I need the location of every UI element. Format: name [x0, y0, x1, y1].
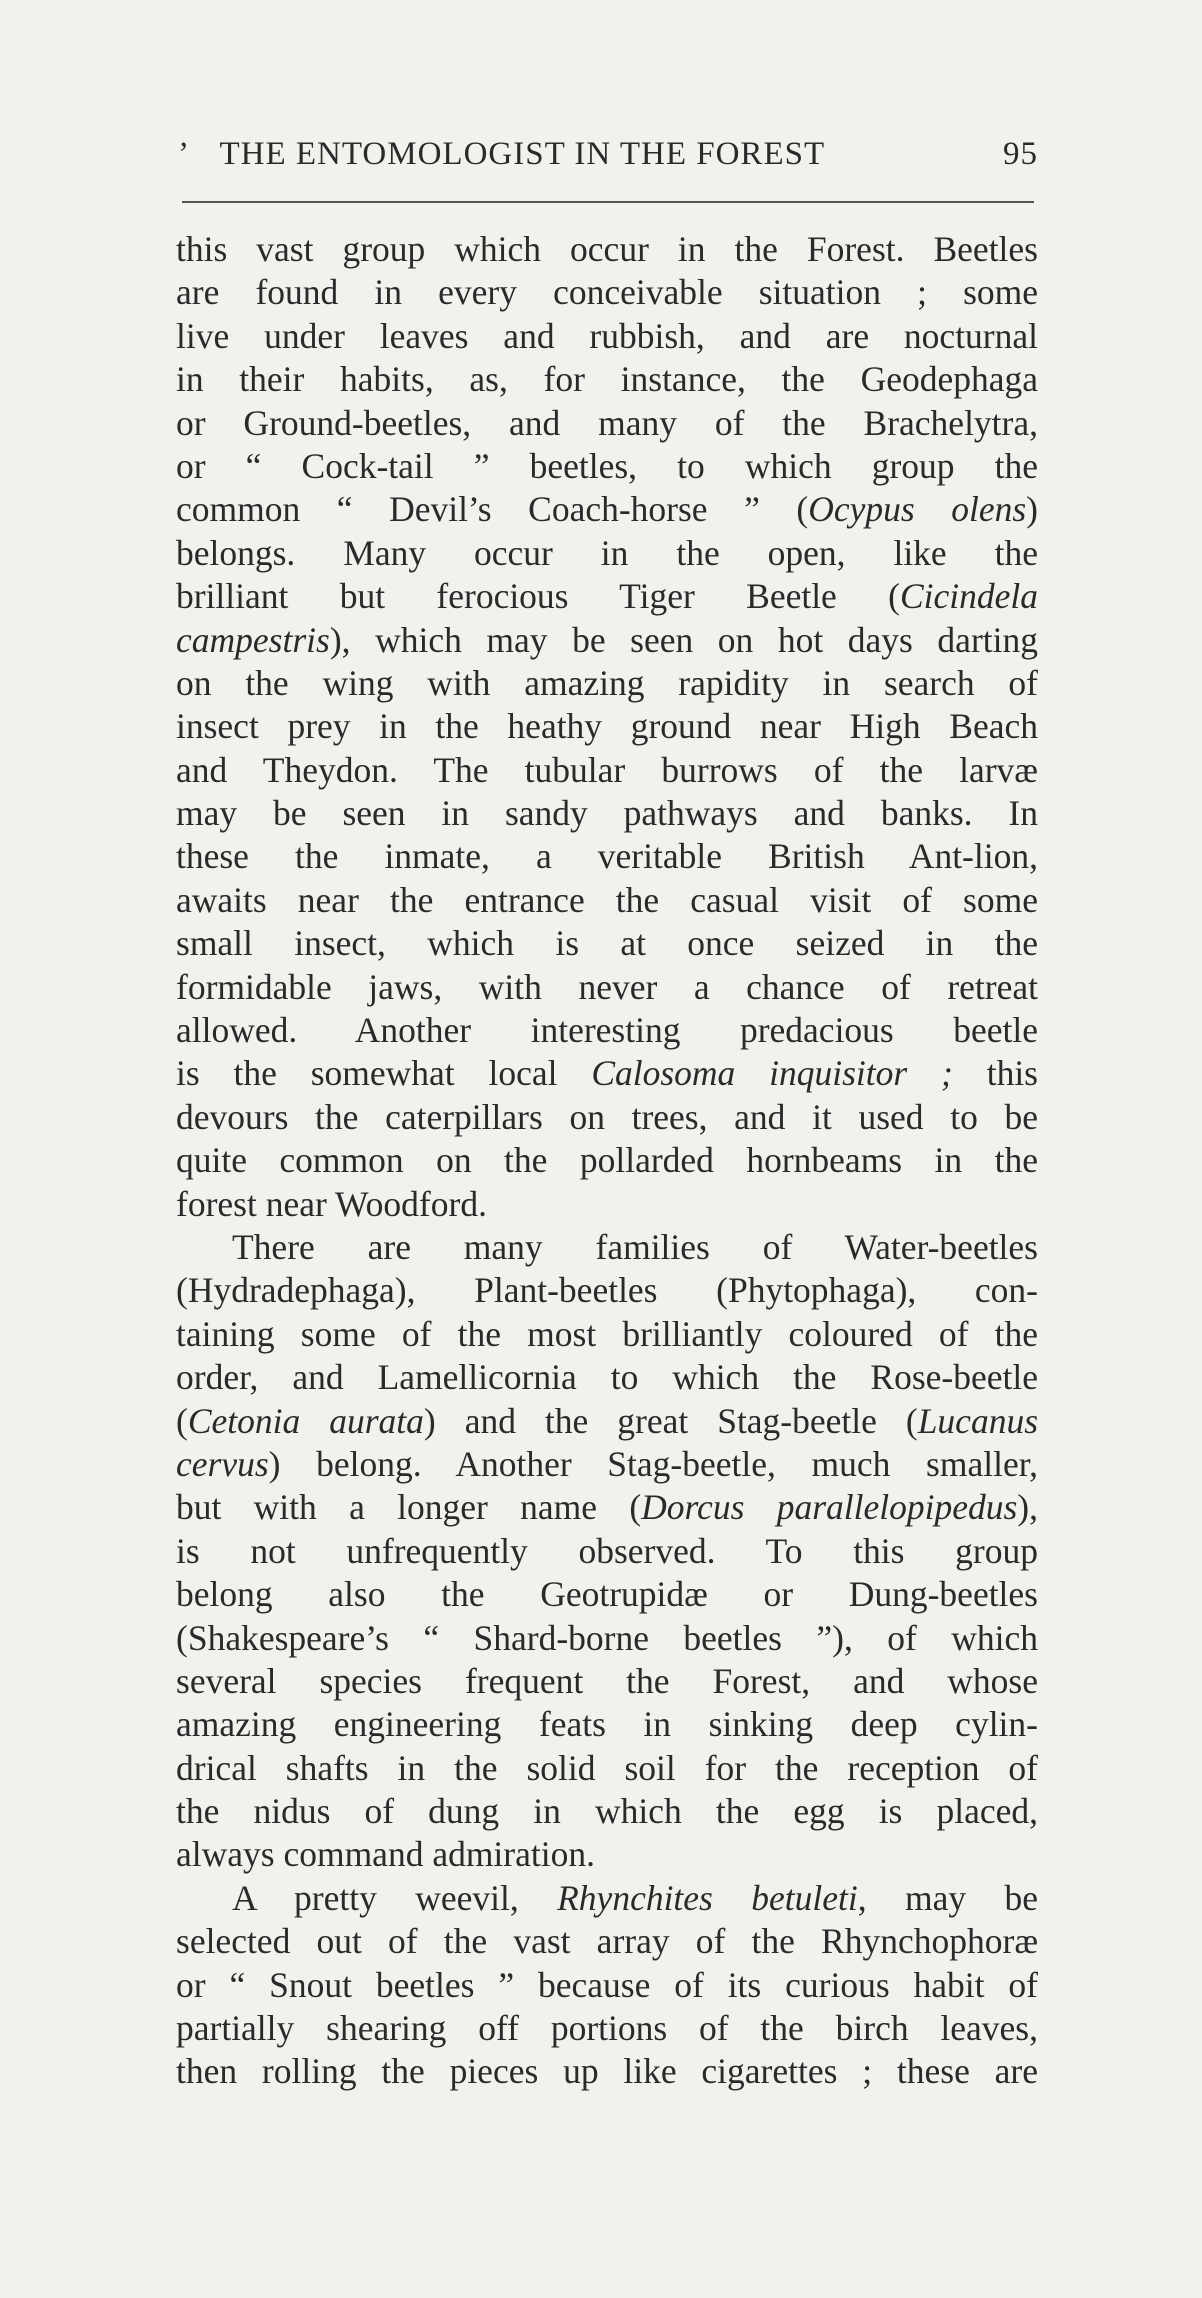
text-line — [176, 1833, 1038, 1876]
text-line — [176, 1139, 1038, 1182]
text-segment: order, and Lamellicornia to which the Rose-beetle — [176, 1357, 1038, 1398]
text-segment: ), — [1017, 1487, 1038, 1528]
text-segment: amazing engineering feats in sinking deep cylin- — [176, 1704, 1038, 1745]
text-segment: live under leaves and rubbish, and are nocturnal — [176, 315, 1038, 356]
text-line — [176, 1617, 1038, 1660]
text-segment: ) and the great Stag-beetle ( — [423, 1400, 918, 1441]
italic-term: Lucanus — [917, 1400, 1039, 1441]
text-line — [176, 271, 1038, 314]
text-segment: is the somewhat local — [176, 1053, 592, 1094]
text-segment: the nidus of dung in which the egg is placed, — [176, 1791, 1038, 1832]
text-segment: brilliant but ferocious Tiger Beetle ( — [176, 576, 900, 617]
text-segment: (Hydradephaga), Plant-beetles (Phytophaga), con- — [176, 1270, 1038, 1311]
running-header — [178, 136, 1038, 173]
text-line — [176, 358, 1038, 401]
text-line — [176, 1660, 1038, 1703]
text-line — [176, 792, 1038, 835]
text-segment: these the inmate, a veritable British Ant-lion, — [176, 836, 1038, 877]
text-line — [176, 1096, 1038, 1139]
text-segment: selected out of the vast array of the Rhynchophoræ — [176, 1921, 1038, 1962]
text-segment: ) belong. Another Stag-beetle, much smaller, — [268, 1443, 1038, 1484]
text-segment: this vast group which occur in the Forest. Beetles — [176, 229, 1038, 269]
text-segment: devours the caterpillars on trees, and it used to be — [176, 1096, 1038, 1137]
text-segment: belongs. Many occur in the open, like the — [176, 532, 1038, 573]
text-segment: small insect, which is at once seized in the — [176, 923, 1038, 964]
italic-term: Calosoma inquisitor ; — [591, 1053, 953, 1094]
text-segment: formidable jaws, with never a chance of retreat — [176, 966, 1038, 1007]
text-segment: quite common on the pollarded hornbeams in the — [176, 1140, 1038, 1181]
text-line — [176, 1313, 1038, 1356]
italic-term: Rhynchites betuleti — [557, 1877, 858, 1918]
text-segment: but with a longer name ( — [176, 1487, 642, 1528]
text-segment: awaits near the entrance the casual visit of some — [176, 879, 1038, 920]
italic-term: Cicindela — [899, 576, 1038, 617]
text-segment: (Shakespeare’s “ Shard-borne beetles ”), of which — [176, 1617, 1038, 1658]
text-segment: taining some of the most brilliantly coloured of the — [176, 1313, 1038, 1354]
text-line — [176, 1356, 1038, 1399]
text-line — [176, 1400, 1038, 1443]
text-line — [176, 662, 1038, 705]
text-line — [176, 1183, 1038, 1226]
text-line — [176, 966, 1038, 1009]
text-line — [176, 1877, 1038, 1920]
text-line — [176, 1269, 1038, 1312]
text-line — [176, 1964, 1038, 2007]
text-line — [176, 315, 1038, 358]
text-segment: forest near Woodford. — [176, 1183, 487, 1224]
italic-term: Cetonia aurata — [187, 1400, 424, 1441]
text-line — [176, 1486, 1038, 1529]
text-segment: or “ Cock-tail ” beetles, to which group the — [176, 445, 1038, 486]
text-line — [176, 2050, 1038, 2093]
text-segment: or Ground-beetles, and many of the Brachelytra, — [176, 402, 1038, 443]
text-line — [176, 228, 1038, 271]
text-line — [176, 532, 1038, 575]
header-mark: ’ — [178, 136, 188, 172]
text-line — [176, 488, 1038, 531]
text-segment: and Theydon. The tubular burrows of the larvæ — [176, 749, 1038, 790]
text-segment: always command admiration. — [176, 1834, 595, 1875]
text-line — [176, 1790, 1038, 1833]
text-line — [176, 2007, 1038, 2050]
text-segment: partially shearing off portions of the birch leaves, — [176, 2008, 1038, 2049]
text-segment: ), which may be seen on hot days darting — [329, 619, 1038, 660]
text-line — [176, 575, 1038, 618]
text-segment: ) — [1026, 489, 1038, 530]
text-line — [176, 1226, 1038, 1269]
text-segment: may be seen in sandy pathways and banks. In — [176, 793, 1038, 834]
header-title-group — [178, 136, 825, 173]
text-segment: A pretty weevil, — [232, 1877, 558, 1918]
text-line — [176, 1573, 1038, 1616]
text-segment: then rolling the pieces up like cigarettes ; these are — [176, 2051, 1038, 2092]
text-line — [176, 1052, 1038, 1095]
text-line — [176, 749, 1038, 792]
text-segment: There are many families of Water-beetles — [232, 1226, 1038, 1267]
text-segment: , may be — [857, 1877, 1038, 1918]
text-line — [176, 402, 1038, 445]
text-segment: this — [952, 1053, 1038, 1094]
text-line — [176, 1920, 1038, 1963]
text-segment: or “ Snout beetles ” because of its curious habit of — [176, 1964, 1038, 2005]
text-segment: on the wing with amazing rapidity in search of — [176, 662, 1038, 703]
text-line — [176, 835, 1038, 878]
text-line — [176, 619, 1038, 662]
text-segment: belong also the Geotrupidæ or Dung-beetles — [176, 1574, 1038, 1615]
text-line — [176, 705, 1038, 748]
header-title: THE ENTOMOLOGIST IN THE FOREST — [219, 136, 826, 172]
text-segment: several species frequent the Forest, and whose — [176, 1660, 1038, 1701]
text-segment: are found in every conceivable situation ; some — [176, 272, 1038, 313]
italic-term: Ocypus olens — [808, 489, 1027, 530]
text-segment: insect prey in the heathy ground near High Beach — [176, 706, 1038, 747]
text-segment: ( — [176, 1400, 188, 1441]
text-segment: is not unfrequently observed. To this group — [176, 1530, 1038, 1571]
body-text — [176, 228, 1038, 2094]
header-rule — [182, 201, 1034, 203]
text-line — [176, 879, 1038, 922]
text-line — [176, 1747, 1038, 1790]
text-line — [176, 1703, 1038, 1746]
italic-term: cervus — [176, 1443, 269, 1484]
text-line — [176, 445, 1038, 488]
text-line — [176, 1530, 1038, 1573]
text-segment: allowed. Another interesting predacious beetle — [176, 1010, 1038, 1051]
text-segment: common “ Devil’s Coach-horse ” ( — [176, 489, 809, 530]
page-number: 95 — [1003, 136, 1038, 172]
text-line — [176, 1443, 1038, 1486]
text-segment: drical shafts in the solid soil for the reception of — [176, 1747, 1038, 1788]
italic-term: Dorcus parallelopipedus — [641, 1487, 1018, 1528]
italic-term: campestris — [176, 619, 330, 660]
text-line — [176, 922, 1038, 965]
text-segment: in their habits, as, for instance, the Geodephaga — [176, 359, 1038, 400]
text-line — [176, 1009, 1038, 1052]
